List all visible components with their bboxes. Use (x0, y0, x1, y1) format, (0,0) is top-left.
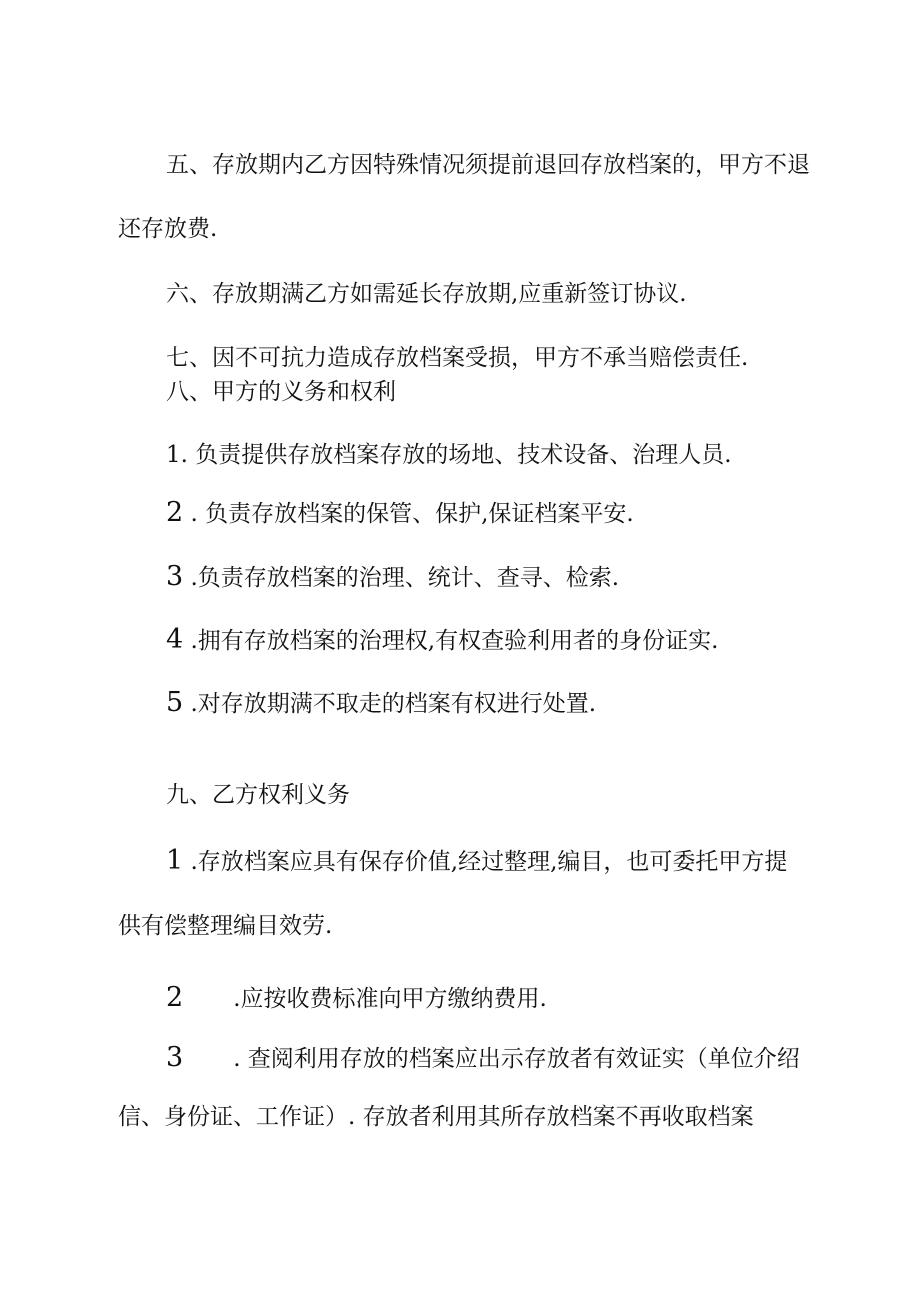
item-text: .拥有存放档案的治理权,有权查验利用者的身份证实. (190, 628, 719, 654)
item-7: 七、因不可抗力造成存放档案受损，甲方不承当赔偿责任. (166, 345, 749, 371)
section-8-item-4 (166, 625, 718, 656)
item-text: .存放档案应具有保存价值,经过整理,编目，也可委托甲方提 (190, 849, 788, 875)
item-number: 2 (166, 497, 184, 528)
item-number: 2 (166, 982, 184, 1013)
item-text: . 负责存放档案的保管、保护,保证档案平安. (190, 501, 634, 527)
item-text: .负责存放档案的治理、统计、查寻、检索. (190, 565, 620, 591)
section-9-item-2 (166, 983, 547, 1014)
item-number: 3 (166, 1042, 184, 1073)
item-text: .对存放期满不取走的档案有权进行处置. (190, 691, 597, 717)
item-text: . 查阅利用存放的档案应出示存放者有效证实（单位介绍 (233, 1046, 800, 1072)
item-text: 负责提供存放档案存放的场地、技术设备、治理人员. (195, 442, 732, 468)
item-number: 1. (166, 442, 188, 468)
section-9-item-1-line-2: 供有偿整理编目效劳. (118, 913, 333, 939)
item-5-line-1: 五、存放期内乙方因特殊情况须提前退回存放档案的，甲方不退 (166, 152, 810, 178)
item-5-line-2: 还存放费. (118, 216, 218, 242)
section-8-item-2 (166, 498, 634, 529)
item-number: 3 (166, 561, 184, 592)
section-8-item-5 (166, 688, 596, 719)
item-6: 六、存放期满乙方如需延长存放期,应重新签订协议. (166, 281, 687, 307)
item-text: .应按收费标准向甲方缴纳费用. (233, 986, 547, 1012)
item-number: 1 (166, 845, 184, 876)
section-8-item-1 (166, 440, 732, 470)
item-number: 4 (166, 624, 184, 655)
section-9-item-1-line-1 (166, 846, 787, 877)
section-9-heading: 九、乙方权利义务 (166, 782, 350, 808)
item-number: 5 (166, 687, 184, 718)
section-9-item-3-line-2: 信、身份证、工作证）. 存放者利用其所存放档案不再收取档案 (118, 1104, 754, 1130)
section-8-heading: 八、甲方的义务和权利 (166, 379, 396, 405)
section-9-item-3-line-1 (166, 1043, 800, 1074)
section-8-item-3 (166, 562, 619, 593)
